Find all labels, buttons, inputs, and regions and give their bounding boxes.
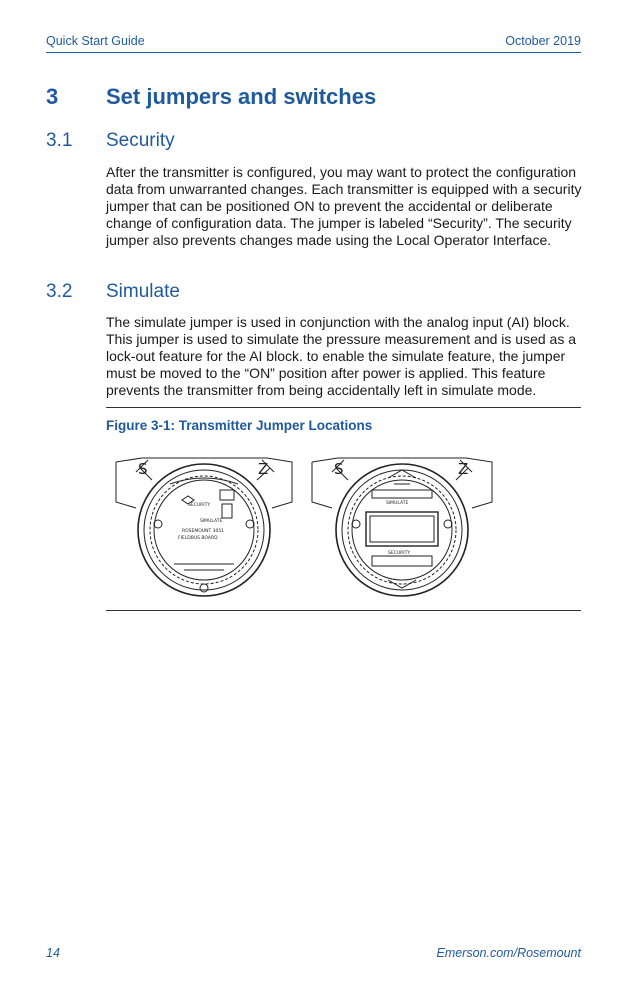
label-z: Z xyxy=(458,460,469,478)
chapter-heading xyxy=(46,84,376,110)
simulate-paragraph: The simulate jumper is used in conjunction with the analog input (AI) block. This jumper is used to simulate the pressure measurement and is used as a lock-out feature for the AI block. to enable the simulate feature, the jumper must be moved to the “ON” position after power is applied. This feature prevents the transmitter from being accidentally left in simulate mode. xyxy=(106,314,577,398)
label-simulate: SIMULATE xyxy=(200,519,223,524)
section-number: 3.2 xyxy=(46,281,73,302)
page-header xyxy=(46,34,581,53)
label-security: SECURITY xyxy=(388,551,411,556)
figure-caption: Figure 3-1: Transmitter Jumper Locations xyxy=(106,418,373,433)
label-z: Z xyxy=(258,460,269,478)
section-heading-security xyxy=(46,130,175,152)
figure-top-rule xyxy=(106,407,581,408)
section-heading-simulate xyxy=(46,281,180,303)
transmitter-drawing-left xyxy=(112,452,297,602)
chapter-number: 3 xyxy=(46,84,59,109)
label-security: SECURITY xyxy=(188,503,211,508)
section-title: Simulate xyxy=(106,281,180,302)
label-board-2: FIELDBUS BOARD xyxy=(178,536,218,541)
label-simulate: SIMULATE xyxy=(386,501,409,506)
footer-website: Emerson.com/Rosemount xyxy=(436,946,581,960)
section-title: Security xyxy=(106,130,175,151)
chapter-title: Set jumpers and switches xyxy=(106,84,377,109)
security-paragraph: After the transmitter is configured, you may want to protect the configuration data from unwarranted changes. Each transmitter is equipped with a security jumper that can be positioned ON to prevent the accidental or deliberate change of configuration data. The jumper is labeled “Security”. The security jumper also prevents changes made using the Local Operator Interface. xyxy=(106,164,582,248)
label-board-1: ROSEMOUNT 3051 xyxy=(182,529,225,534)
header-date: October 2019 xyxy=(505,34,581,48)
figure-bottom-rule xyxy=(106,610,581,611)
label-s: S xyxy=(138,460,148,478)
header-doc-type: Quick Start Guide xyxy=(46,34,145,48)
page-number: 14 xyxy=(46,946,60,960)
transmitter-drawing-right xyxy=(308,452,498,602)
label-s: S xyxy=(334,460,344,478)
section-number: 3.1 xyxy=(46,130,73,151)
